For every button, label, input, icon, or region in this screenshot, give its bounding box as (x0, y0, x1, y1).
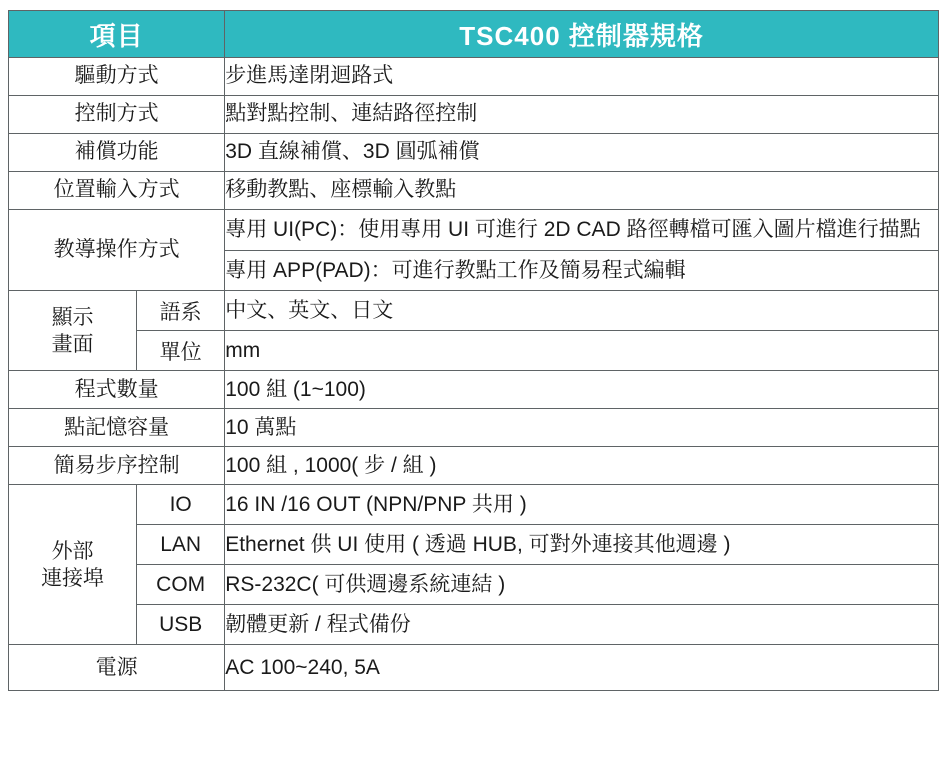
table-row (9, 645, 939, 691)
row-value-com: RS-232C( 可供週邊系統連結 ) (225, 565, 939, 605)
table-row (9, 58, 939, 96)
row-value-io: 16 IN /16 OUT (NPN/PNP 共用 ) (225, 485, 939, 525)
row-label-program-count: 程式數量 (9, 371, 225, 409)
sub-label-com: COM (137, 565, 225, 605)
table-row (9, 134, 939, 172)
row-value-position-input: 移動教點、座標輸入教點 (225, 172, 939, 210)
row-label-simple-sequence: 簡易步序控制 (9, 447, 225, 485)
row-label-display-screen (9, 291, 137, 371)
row-label-teaching-operation: 教導操作方式 (9, 210, 225, 291)
row-value-point-memory: 10 萬點 (225, 409, 939, 447)
table-row (9, 409, 939, 447)
row-value-lan: Ethernet 供 UI 使用 ( 透過 HUB, 可對外連接其他週邊 ) (225, 525, 939, 565)
row-value-compensation: 3D 直線補償、3D 圓弧補償 (225, 134, 939, 172)
row-label-control-type: 控制方式 (9, 96, 225, 134)
header-item-cell: 項目 (9, 11, 225, 58)
table-row (9, 291, 939, 331)
sub-label-language: 語系 (137, 291, 225, 331)
table-row (9, 525, 939, 565)
row-value-teaching-ui-pc: 專用 UI(PC)：使用專用 UI 可進行 2D CAD 路徑轉檔可匯入圖片檔進行描點 (225, 210, 939, 251)
header-title-cell: TSC400 控制器規格 (225, 11, 939, 58)
table-row (9, 605, 939, 645)
external-ports-label-line1: 外部 (51, 539, 94, 563)
row-value-unit: mm (225, 331, 939, 371)
table-row (9, 172, 939, 210)
row-value-control-type: 點對點控制、連結路徑控制 (225, 96, 939, 134)
table-row (9, 371, 939, 409)
controller-spec-table (8, 10, 939, 691)
external-ports-label-line2: 連接埠 (41, 566, 105, 590)
row-value-power: AC 100~240, 5A (225, 645, 939, 691)
row-value-teaching-app-pad: 專用 APP(PAD)：可進行教點工作及簡易程式編輯 (225, 251, 939, 291)
row-value-program-count: 100 組 (1~100) (225, 371, 939, 409)
row-value-simple-sequence: 100 組 , 1000( 步 / 組 ) (225, 447, 939, 485)
sub-label-usb: USB (137, 605, 225, 645)
row-value-usb: 韌體更新 / 程式備份 (225, 605, 939, 645)
table-row (9, 485, 939, 525)
table-header-row (9, 11, 939, 58)
row-value-drive-type: 步進馬達閉迴路式 (225, 58, 939, 96)
row-label-drive-type: 驅動方式 (9, 58, 225, 96)
display-label-line2: 畫面 (51, 332, 94, 356)
table-row (9, 331, 939, 371)
sub-label-lan: LAN (137, 525, 225, 565)
row-label-position-input: 位置輸入方式 (9, 172, 225, 210)
table-row (9, 210, 939, 251)
row-label-external-ports (9, 485, 137, 645)
row-label-point-memory: 點記憶容量 (9, 409, 225, 447)
table-row (9, 565, 939, 605)
row-label-compensation: 補償功能 (9, 134, 225, 172)
table-row (9, 96, 939, 134)
table-row (9, 447, 939, 485)
display-label-line1: 顯示 (51, 305, 94, 329)
row-label-power: 電源 (9, 645, 225, 691)
row-value-language: 中文、英文、日文 (225, 291, 939, 331)
sub-label-io: IO (137, 485, 225, 525)
sub-label-unit: 單位 (137, 331, 225, 371)
